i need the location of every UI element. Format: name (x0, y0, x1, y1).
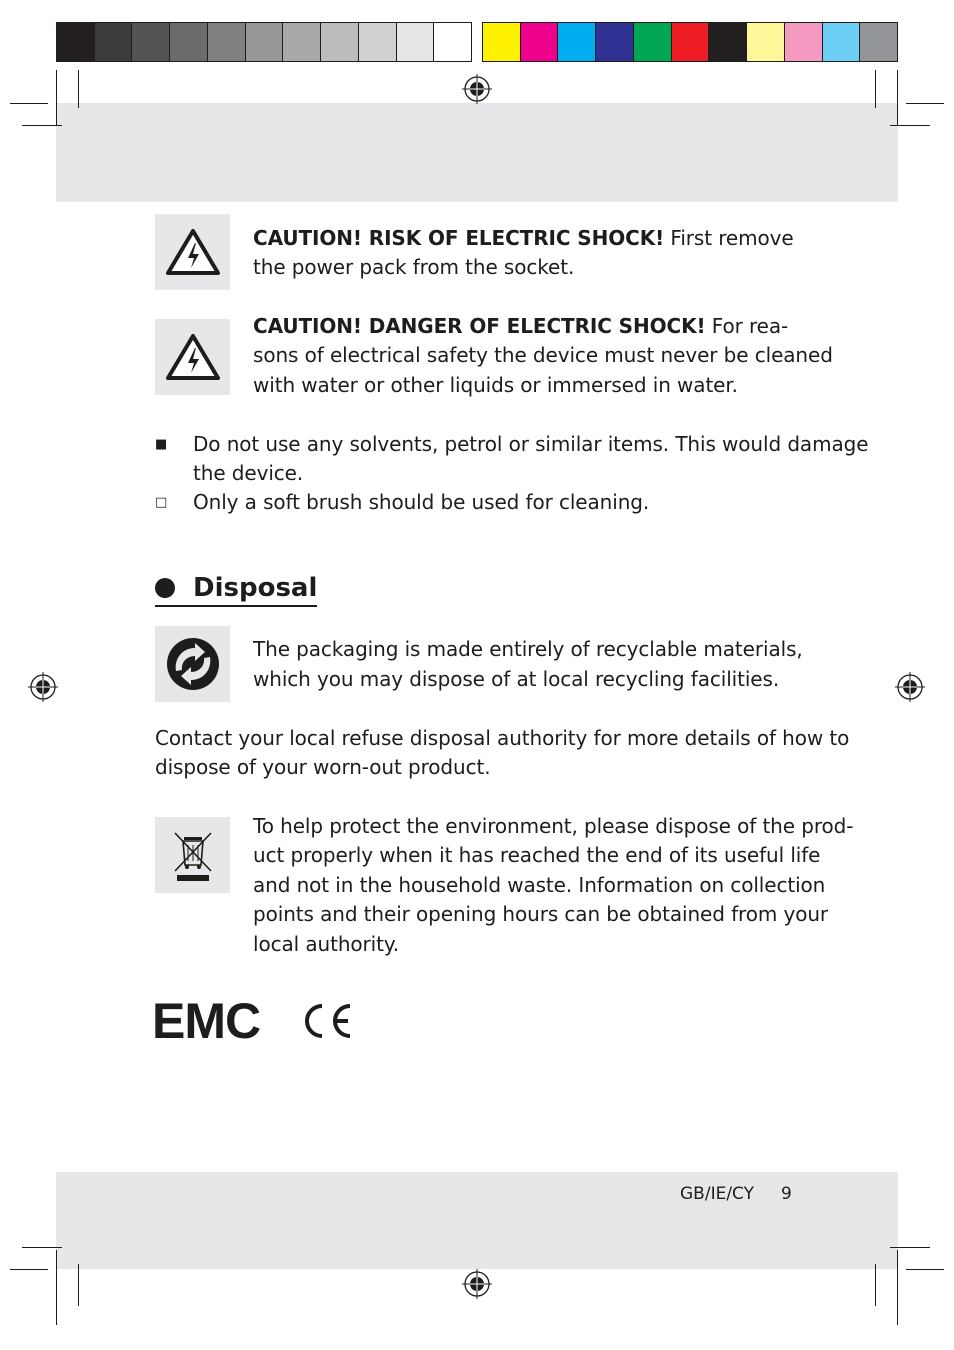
green-dot-recycling-icon (155, 626, 230, 702)
crop-mark (906, 103, 944, 104)
caution-2-line-1 (253, 312, 788, 342)
weee-line-4: points and their opening hours can be obtained from your (253, 902, 829, 926)
color-swatch (170, 23, 208, 61)
color-swatch (283, 23, 321, 61)
contact-line-1: Contact your local refuse disposal authority for more details of how to (155, 726, 850, 750)
color-swatch (860, 23, 897, 61)
crop-mark (890, 1247, 930, 1248)
crop-mark (10, 103, 48, 104)
color-swatch (823, 23, 861, 61)
color-swatch (95, 23, 133, 61)
crop-mark (875, 1264, 876, 1306)
section-heading-disposal (155, 573, 317, 607)
color-swatch (785, 23, 823, 61)
bullet-2-line-1: Only a soft brush should be used for cleaning. (193, 490, 650, 514)
registration-mark-icon (462, 1269, 492, 1299)
color-swatch (246, 23, 284, 61)
bullet-marker: □ (155, 495, 168, 510)
color-swatch (483, 23, 521, 61)
weee-line-2: uct properly when it has reached the end of its useful life (253, 843, 821, 867)
bullet-1-line-2: the device. (193, 461, 304, 485)
bullet-1-line-1: Do not use any solvents, petrol or similar items. This would damage (193, 432, 869, 456)
caution-1-line-1 (253, 224, 794, 254)
crop-mark (56, 70, 57, 125)
footer-region: GB/IE/CY (680, 1184, 755, 1204)
color-swatch (672, 23, 710, 61)
caution-1-text: First remove (664, 226, 794, 250)
color-control-strip (482, 22, 898, 62)
bullet-marker: ■ (155, 437, 168, 452)
color-swatch (208, 23, 246, 61)
packaging-line-2: which you may dispose of at local recycling facilities. (253, 667, 780, 691)
electric-shock-warning-icon (155, 214, 230, 290)
color-swatch (521, 23, 559, 61)
crossed-out-wheelie-bin-icon (155, 817, 230, 893)
color-swatch (359, 23, 397, 61)
caution-2-line-2: sons of electrical safety the device must never be cleaned (253, 343, 833, 367)
section-title: Disposal (193, 573, 318, 603)
caution-1-bold: CAUTION! RISK OF ELECTRIC SHOCK! (253, 226, 665, 250)
heading-bullet-icon (155, 578, 175, 598)
color-swatch (132, 23, 170, 61)
crop-mark (78, 1264, 79, 1306)
page-number: 9 (781, 1184, 792, 1204)
registration-mark-icon (462, 74, 492, 104)
footer-band (56, 1172, 898, 1269)
registration-mark-icon (895, 672, 925, 702)
crop-mark (10, 1269, 48, 1270)
weee-line-5: local authority. (253, 932, 400, 956)
color-swatch (57, 23, 95, 61)
caution-2-text: For rea- (705, 314, 789, 338)
color-swatch (747, 23, 785, 61)
color-swatch (434, 23, 471, 61)
crop-mark (78, 70, 79, 108)
crop-mark (890, 125, 930, 126)
weee-line-3: and not in the household waste. Information on collection (253, 873, 826, 897)
caution-1-line-2: the power pack from the socket. (253, 255, 575, 279)
crop-mark (897, 70, 898, 125)
emc-mark: EMC (152, 993, 261, 1049)
header-band (56, 103, 898, 202)
caution-2-line-3: with water or other liquids or immersed in water. (253, 373, 738, 397)
caution-2-bold: CAUTION! DANGER OF ELECTRIC SHOCK! (253, 314, 706, 338)
ce-mark-icon (300, 1003, 354, 1039)
crop-mark (875, 70, 876, 108)
crop-mark (22, 1247, 62, 1248)
crop-mark (56, 1250, 57, 1325)
color-swatch (596, 23, 634, 61)
color-swatch (634, 23, 672, 61)
color-swatch (558, 23, 596, 61)
crop-mark (22, 125, 62, 126)
color-swatch (397, 23, 435, 61)
weee-line-1: To help protect the environment, please dispose of the prod- (253, 814, 854, 838)
registration-mark-icon (28, 672, 58, 702)
color-swatch (709, 23, 747, 61)
electric-shock-warning-icon (155, 319, 230, 395)
crop-mark (906, 1269, 944, 1270)
color-swatch (321, 23, 359, 61)
packaging-line-1: The packaging is made entirely of recyclable materials, (253, 637, 803, 661)
grayscale-control-strip (56, 22, 472, 62)
crop-mark (897, 1250, 898, 1325)
contact-line-2: dispose of your worn-out product. (155, 755, 491, 779)
